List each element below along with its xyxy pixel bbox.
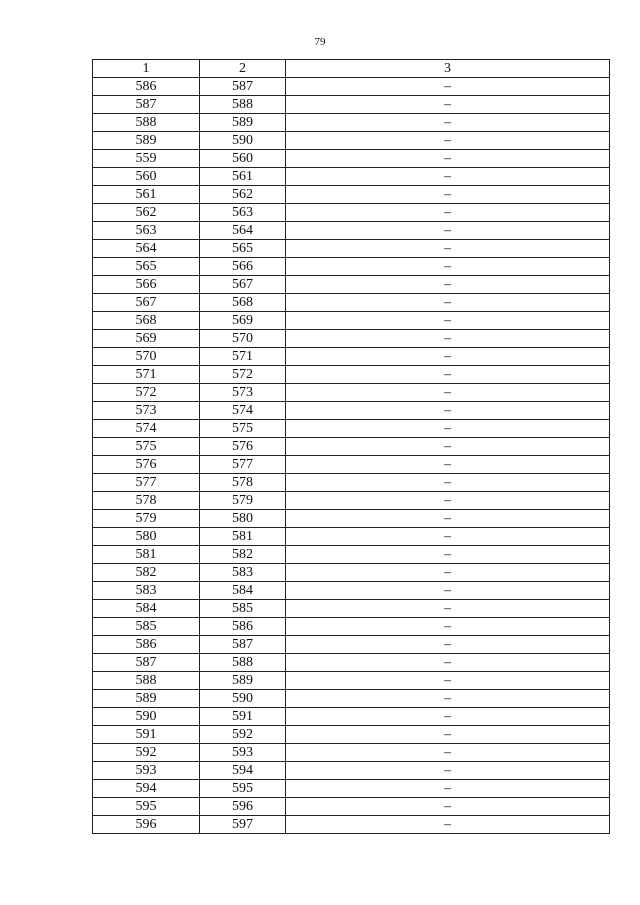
table-cell: – [286,204,610,222]
table-row [93,96,610,114]
table-cell: 578 [93,492,200,510]
table-cell: 565 [93,258,200,276]
table-cell: 587 [200,636,286,654]
table-cell: – [286,690,610,708]
table-cell: 596 [93,816,200,834]
table-cell: 560 [200,150,286,168]
table-cell: 562 [93,204,200,222]
table-cell: 587 [93,96,200,114]
table-row [93,780,610,798]
table-cell: 591 [200,708,286,726]
table-cell: 597 [200,816,286,834]
table-row [93,348,610,366]
table-row [93,186,610,204]
table-cell: 566 [93,276,200,294]
table-cell: 593 [200,744,286,762]
table-row [93,798,610,816]
table-cell: 563 [200,204,286,222]
table-cell: 588 [200,96,286,114]
table-cell: – [286,654,610,672]
table-cell: – [286,96,610,114]
table-cell: 575 [200,420,286,438]
table-cell: – [286,420,610,438]
table-cell: – [286,726,610,744]
table-row [93,366,610,384]
table-cell: 583 [200,564,286,582]
table-row [93,528,610,546]
table-cell: – [286,708,610,726]
table-cell: – [286,636,610,654]
table-cell: 560 [93,168,200,186]
table-cell: – [286,312,610,330]
table-cell: 595 [93,798,200,816]
table-cell: – [286,150,610,168]
table-cell: 559 [93,150,200,168]
table-cell: – [286,600,610,618]
table-cell: 569 [93,330,200,348]
table-row [93,150,610,168]
table-row [93,438,610,456]
table-cell: – [286,492,610,510]
table-cell: 581 [93,546,200,564]
table-cell: – [286,186,610,204]
table-cell: – [286,528,610,546]
table-cell: 576 [93,456,200,474]
column-header: 3 [286,60,610,78]
table-row [93,402,610,420]
data-table [92,59,610,834]
table-cell: 584 [93,600,200,618]
table-row [93,816,610,834]
table-cell: – [286,618,610,636]
table-cell: 565 [200,240,286,258]
table-row [93,312,610,330]
table-cell: 568 [93,312,200,330]
table-cell: 567 [93,294,200,312]
table-cell: 579 [200,492,286,510]
table-cell: 594 [200,762,286,780]
table-cell: 589 [200,672,286,690]
table-cell: – [286,744,610,762]
table-cell: 574 [200,402,286,420]
table-cell: 590 [93,708,200,726]
table-cell: 571 [200,348,286,366]
table-cell: 586 [93,636,200,654]
table-header [93,60,610,78]
table-cell: 575 [93,438,200,456]
table-cell: 569 [200,312,286,330]
table-row [93,276,610,294]
table-row [93,618,610,636]
table-cell: 582 [200,546,286,564]
table-cell: 586 [93,78,200,96]
table-cell: – [286,348,610,366]
table-cell: – [286,816,610,834]
table-cell: – [286,798,610,816]
table-cell: 572 [200,366,286,384]
table-cell: 572 [93,384,200,402]
table-cell: 570 [93,348,200,366]
table-cell: 586 [200,618,286,636]
table-cell: – [286,384,610,402]
table-cell: 561 [200,168,286,186]
table-cell: 566 [200,258,286,276]
table-cell: 589 [200,114,286,132]
table-row [93,114,610,132]
table-cell: 588 [93,114,200,132]
table-row [93,636,610,654]
table-cell: 571 [93,366,200,384]
table-cell: – [286,294,610,312]
table-row [93,654,610,672]
page-number: 79 [314,36,326,48]
table-cell: – [286,222,610,240]
table-cell: – [286,168,610,186]
table-cell: – [286,402,610,420]
table-cell: – [286,132,610,150]
table-cell: 573 [200,384,286,402]
table-cell: – [286,114,610,132]
table-cell: 576 [200,438,286,456]
table-cell: 587 [200,78,286,96]
table-cell: – [286,780,610,798]
table-cell: – [286,240,610,258]
table-cell: 577 [93,474,200,492]
table-row [93,204,610,222]
table-row [93,474,610,492]
table-row [93,726,610,744]
table-cell: 585 [200,600,286,618]
table-cell: 563 [93,222,200,240]
table-cell: 574 [93,420,200,438]
table-row [93,690,610,708]
table-cell: 588 [200,654,286,672]
table-row [93,582,610,600]
table-cell: 594 [93,780,200,798]
table-cell: 570 [200,330,286,348]
table-row [93,222,610,240]
table-row [93,294,610,312]
table-row [93,168,610,186]
table-cell: 596 [200,798,286,816]
table-cell: 578 [200,474,286,492]
table-cell: – [286,582,610,600]
table-body [93,78,610,834]
table-row [93,330,610,348]
table-cell: – [286,474,610,492]
table-row [93,492,610,510]
table-cell: 561 [93,186,200,204]
table-cell: 564 [200,222,286,240]
table-cell: 582 [93,564,200,582]
table-cell: 589 [93,690,200,708]
table-cell: – [286,78,610,96]
table-row [93,762,610,780]
table-cell: – [286,672,610,690]
table-row [93,510,610,528]
table-cell: 568 [200,294,286,312]
table-row [93,708,610,726]
table-row [93,420,610,438]
table-cell: 562 [200,186,286,204]
table-cell: 581 [200,528,286,546]
table-cell: 595 [200,780,286,798]
table-cell: – [286,456,610,474]
table-cell: 580 [93,528,200,546]
table-cell: 592 [200,726,286,744]
table-cell: 579 [93,510,200,528]
table-row [93,456,610,474]
table-row [93,78,610,96]
table-row [93,600,610,618]
table-row [93,564,610,582]
table-cell: – [286,276,610,294]
table-cell: – [286,438,610,456]
table-row [93,240,610,258]
table-row [93,258,610,276]
table-cell: 589 [93,132,200,150]
table-cell: – [286,762,610,780]
table-cell: – [286,546,610,564]
table-cell: 585 [93,618,200,636]
table-cell: – [286,510,610,528]
table-cell: 591 [93,726,200,744]
table-cell: – [286,330,610,348]
table-row [93,546,610,564]
table-cell: 593 [93,762,200,780]
table-cell: 587 [93,654,200,672]
table-cell: 573 [93,402,200,420]
table-cell: 588 [93,672,200,690]
table-cell: 592 [93,744,200,762]
table-row [93,132,610,150]
header-row [93,60,610,78]
column-header: 2 [200,60,286,78]
table-cell: – [286,258,610,276]
table-row [93,672,610,690]
table-row [93,744,610,762]
table-cell: – [286,366,610,384]
table-cell: 590 [200,690,286,708]
table-cell: 564 [93,240,200,258]
table-cell: 590 [200,132,286,150]
column-header: 1 [93,60,200,78]
table-cell: 580 [200,510,286,528]
table-row [93,384,610,402]
table-cell: – [286,564,610,582]
table-cell: 577 [200,456,286,474]
table-cell: 583 [93,582,200,600]
table-cell: 567 [200,276,286,294]
table-cell: 584 [200,582,286,600]
